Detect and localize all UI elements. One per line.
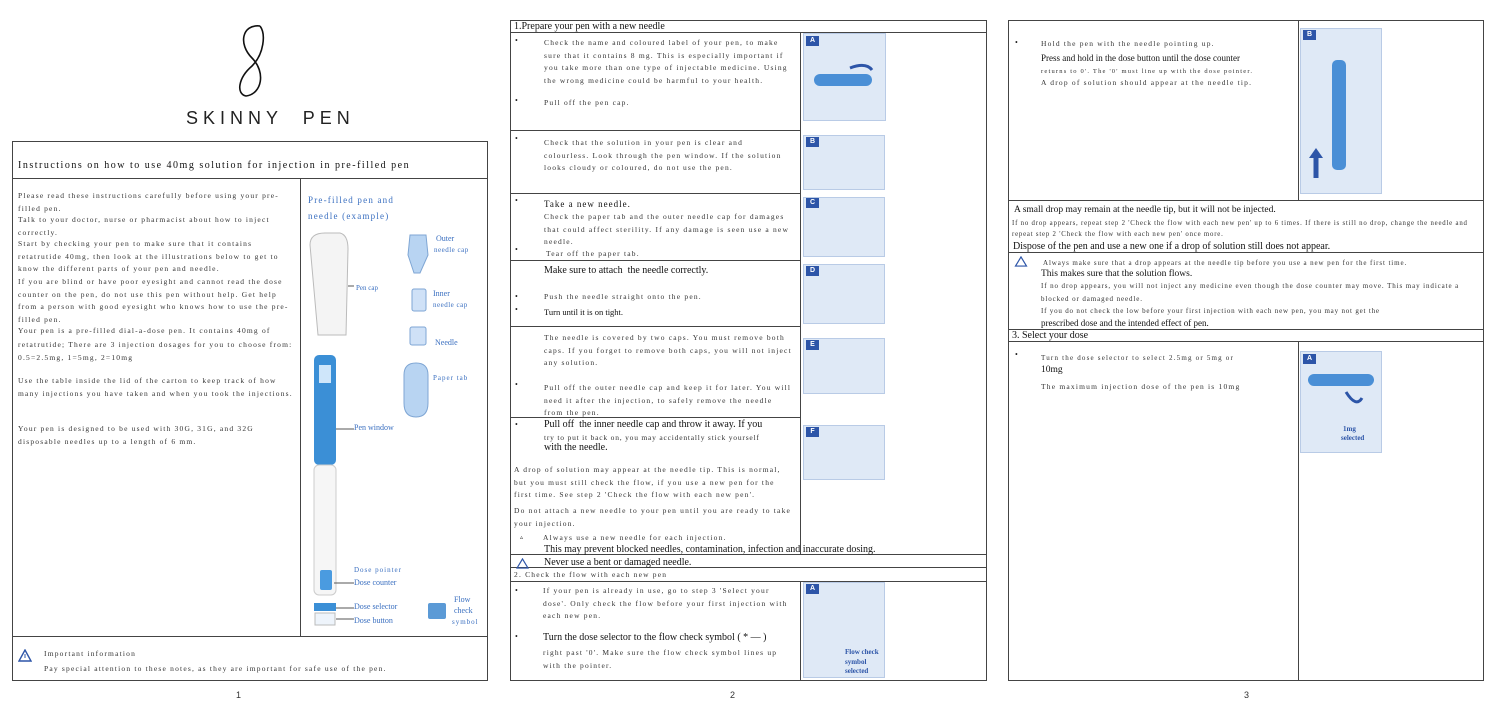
intro-6: retatrutide; There are 3 injection dosages for you to choose from: 0.5=2.5mg, 1=5mg, 2=10mg	[18, 340, 293, 362]
turn-1: Turn the dose selector to select 2.5mg or 5mg or	[1041, 354, 1235, 362]
figure-2b-letter: B	[806, 137, 819, 147]
section-2-heading: 2. Check the flow with each new pen	[514, 570, 668, 579]
brand-logo	[232, 22, 272, 102]
figure-2f-letter: F	[806, 427, 819, 437]
pen-arrow-icon	[810, 46, 880, 117]
page-number-2: 2	[730, 690, 736, 700]
prescribed-dose: prescribed dose and the intended effect of pen.	[1041, 318, 1209, 328]
intro-5: Your pen is a pre-filled dial-a-dose pen. It contains 40mg of	[18, 326, 271, 335]
page-number-1: 1	[236, 690, 242, 700]
warning-icon	[18, 649, 32, 667]
step6c: with the needle.	[544, 442, 608, 453]
figure-3a-letter: A	[1303, 354, 1316, 364]
figure-2e-letter: E	[806, 340, 819, 350]
intro-1: Please read these instructions carefully before using your pre-filled pen.	[18, 191, 279, 213]
label-inner: Inner	[433, 289, 450, 298]
hold-3: returns to 0'. The '0' must line up with the dose pointer.	[1041, 68, 1254, 75]
step5a: The needle is covered by two caps. You must remove both caps. If you forget to remove both caps, you will not inject any solution.	[544, 333, 792, 367]
label-dose-counter: Dose counter	[354, 578, 397, 587]
max-dose: The maximum injection dose of the pen is 10mg	[1041, 382, 1241, 391]
intro-2: Talk to your doctor, nurse or pharmacist about how to inject correctly.	[18, 215, 270, 237]
step1a: Check the name and coloured label of your pen, to make sure that it contains 8 mg. This is especially important if you take more than one type of injectable medicine. Using the wrong medicine could be harmful to your health.	[544, 38, 788, 85]
important-text: Pay special attention to these notes, as they are important for safe use of the pen.	[44, 664, 387, 673]
step5b: Pull off the outer needle cap and keep it for later. You will need it after the injection, to safely remove the needle from the pen.	[544, 383, 792, 417]
prevent-note: This may prevent blocked needles, contamination, infection and inaccurate dosing.	[544, 544, 876, 555]
page3-panel	[1008, 20, 1484, 681]
step4b: Push the needle straight onto the pen.	[544, 292, 702, 301]
intro-4: If you are blind or have poor eyesight and cannot read the dose counter on the pen, do not use this pen without help. Get help from a person with good eyesight who knows how to use the pre-filled pen.	[18, 277, 289, 324]
label-flow-3: symbol	[452, 618, 479, 626]
figure-2c-letter: C	[806, 198, 819, 208]
dial-arrow-icon	[1306, 368, 1376, 421]
figure-2-flow-letter: A	[806, 584, 819, 594]
hold-1: Hold the pen with the needle pointing up.	[1041, 39, 1215, 48]
step1b: Pull off the pen cap.	[544, 98, 630, 107]
figure-3b-letter: B	[1303, 30, 1316, 40]
page1-title: Instructions on how to use 40mg solution for injection in pre-filled pen	[18, 160, 411, 171]
figure-2a-letter: A	[806, 36, 819, 46]
label-paper-tab: Paper tab	[433, 374, 469, 382]
flow-caption-3: selected	[845, 667, 869, 675]
hold-4: A drop of solution should appear at the needle tip.	[1041, 78, 1253, 87]
label-flow: Flow	[454, 595, 471, 604]
if-not-check: If you do not check the low before your first injection with each new pen, you may not get the	[1041, 307, 1380, 315]
flow-2: Turn the dose selector to the flow check symbol ( * — )	[543, 632, 767, 643]
always-new-needle: Always use a new needle for each injection.	[543, 533, 727, 542]
brand-name: SKINNY PEN	[186, 108, 355, 128]
figure-title: Pre-filled pen and needle (example)	[308, 195, 395, 221]
dispose-note: Dispose of the pen and use a new one if a drop of solution still does not appear.	[1013, 241, 1331, 252]
step3c: Tear off the paper tab.	[546, 249, 640, 258]
intro-3: Start by checking your pen to make sure that it contains retatrutide 40mg, then look at the illustrations below to get to know the different parts of your pen and needle.	[18, 239, 279, 273]
label-dose-selector: Dose selector	[354, 602, 398, 611]
step3b: Check the paper tab and the outer needle cap for damages that could affect sterility. If any damage is seen use a new needle.	[544, 212, 790, 246]
label-needle: Needle	[435, 338, 458, 347]
label-inner-2: needle cap	[433, 301, 468, 309]
hold-2: Press and hold in the dose button until the dose counter	[1041, 53, 1240, 63]
select-caption-1: 1mg	[1343, 425, 1356, 433]
section-3-heading: 3. Select your dose	[1012, 330, 1089, 341]
label-pen-window: Pen window	[354, 423, 394, 432]
step3a: Take a new needle.	[544, 199, 631, 209]
intro-8: Your pen is designed to be used with 30G, 31G, and 32G disposable needles up to a length of 6 mm.	[18, 424, 254, 446]
if-no-drop-2: If no drop appears, you will not inject any medicine even though the dose counter may move. This may indicate a blocked or damaged needle.	[1041, 282, 1460, 303]
if-no-drop: If no drop appears, repeat step 2 'Check the flow with each new pen' up to 6 times. If there is still no drop, change the needle and repeat step 2 'Check the flow with each new pen' once more.	[1012, 220, 1468, 238]
page-number-3: 3	[1244, 690, 1250, 700]
warning-icon-3	[1014, 254, 1028, 272]
never-bent-needle: Never use a bent or damaged needle.	[544, 557, 692, 568]
step6a: Pull off the inner needle cap and throw it away. If you	[544, 419, 763, 430]
pen-up-arrow-icon	[1306, 50, 1376, 195]
small-drop: A small drop may remain at the needle tip, but it will not be injected.	[1014, 205, 1276, 215]
flow-1: If your pen is already in use, go to step 3 'Select your dose'. Only check the flow before your first injection with each new pen.	[543, 586, 788, 620]
label-pen-cap: Pen cap	[356, 284, 378, 292]
label-dose-pointer: Dose pointer	[354, 566, 402, 574]
step2-check: Check that the solution in your pen is clear and colourless. Look through the pen window. If the solution looks cloudy or coloured, do not use the pen.	[544, 138, 782, 172]
figure-2d-letter: D	[806, 266, 819, 276]
label-dose-button: Dose button	[354, 616, 393, 625]
makes-sure: This makes sure that the solution flows.	[1041, 269, 1193, 279]
intro-7: Use the table inside the lid of the carton to keep track of how many injections you have taken and when you took the injections.	[18, 376, 293, 398]
select-caption-2: selected	[1341, 434, 1365, 442]
step4a: Make sure to attach the needle correctly.	[544, 265, 709, 276]
figure-2-flow	[803, 582, 885, 678]
section-1-heading: 1.Prepare your pen with a new needle	[514, 21, 665, 32]
label-outer: Outer	[436, 234, 455, 243]
step6b: try to put it back on, you may accidentally stick yourself	[544, 433, 760, 442]
step4c: Turn until it is on tight.	[544, 307, 624, 317]
drop-note: A drop of solution may appear at the needle tip. This is normal, but you must still check the flow, if you use a new pen for the first time. See step 2 'Check the flow with each new pen'.	[514, 465, 781, 499]
flow-caption-1: Flow check	[845, 648, 879, 656]
important-title: Important information	[44, 649, 137, 658]
flow-caption-2: symbol	[845, 658, 867, 666]
always-drop: Always make sure that a drop appears at the needle tip before you use a new pen for the first time.	[1043, 259, 1408, 267]
no-attach-note: Do not attach a new needle to your pen until you are ready to take your injection.	[514, 506, 792, 528]
turn-2: 10mg	[1041, 365, 1063, 375]
label-outer-2: needle cap	[434, 246, 469, 254]
flow-3: right past '0'. Make sure the flow check symbol lines up with the pointer.	[543, 648, 778, 670]
label-flow-2: check	[454, 606, 473, 615]
